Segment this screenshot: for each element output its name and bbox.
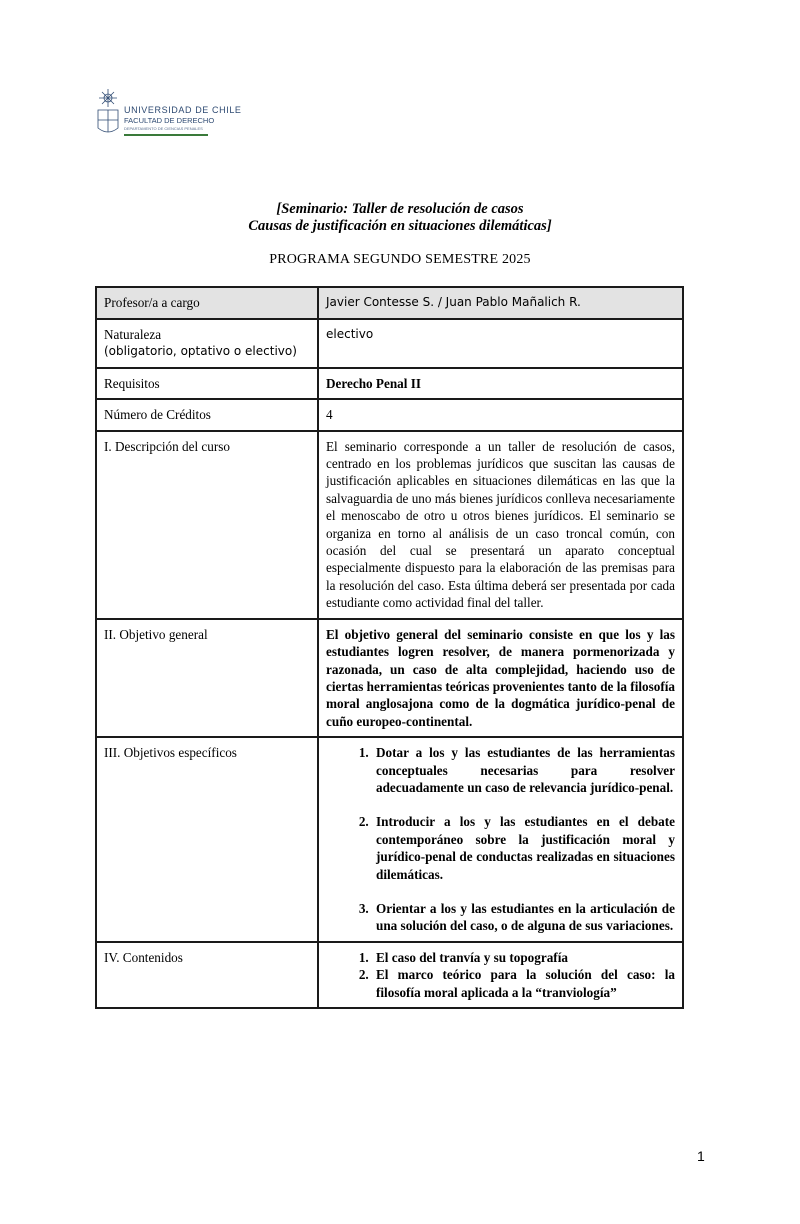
row-label: Profesor/a a cargo — [96, 287, 318, 319]
specific-objectives-list — [326, 744, 675, 935]
requirements-value: Derecho Penal II — [318, 368, 683, 399]
table-row-description — [96, 431, 683, 619]
row-label: Requisitos — [96, 368, 318, 399]
general-objective-value: El objetivo general del seminario consiste en que los y las estudiantes logren resolver, de manera pormenorizada y razonada, un caso de alta complejidad, haciendo uso de ciertas herramientas teóricas provenientes tanto de la filosofía moral anglosajona como de la dogmática jurídico-penal de cuño europeo-continental. — [318, 619, 683, 737]
table-row-professor — [96, 287, 683, 319]
description-value: El seminario corresponde a un taller de resolución de casos, centrado en los problemas jurídicos que suscitan las causas de justificación aplicables en situaciones dilemáticas en las que la salvaguardia de uno más bienes jurídicos conlleva necesariamente el menoscabo de otro u otros bienes jurídicos. El seminario se organiza en torno al análisis de un caso troncal común, con ocasión del cual se presentará un aparato conceptual especialmente dispuesto para la elaboración de las premisas para la resolución del caso. Esta última deberá ser presentada por cada estudiante como actividad final del taller. — [318, 431, 683, 619]
nature-label: Naturaleza — [104, 327, 162, 342]
table-row-credits — [96, 399, 683, 430]
seminar-title-line1: [Seminario: Taller de resolución de casos — [276, 201, 524, 217]
logo-faculty-name: FACULTAD DE DERECHO — [124, 116, 215, 125]
specific-objectives-value — [318, 737, 683, 942]
list-item: 2. El marco teórico para la solución del caso: la filosofía moral aplicada a la “tranviología” — [372, 966, 675, 1001]
program-title: PROGRAMA SEGUNDO SEMESTRE 2025 — [269, 252, 531, 267]
row-label: Número de Créditos — [96, 399, 318, 430]
table-row-specific-objectives — [96, 737, 683, 942]
list-item: 1. Dotar a los y las estudiantes de las herramientas conceptuales necesarias para resolver adecuadamente un caso de relevancia jurídico-penal. — [372, 744, 675, 796]
credits-value: 4 — [318, 399, 683, 430]
row-label: I. Descripción del curso — [96, 431, 318, 619]
nature-value: electivo — [318, 319, 683, 368]
list-item: 3. Orientar a los y las estudiantes en la articulación de una solución del caso, o de alguna de sus variaciones. — [372, 900, 675, 935]
table-row-requirements — [96, 368, 683, 399]
table-row-contents — [96, 942, 683, 1008]
contents-value — [318, 942, 683, 1008]
university-crest-icon — [96, 88, 124, 140]
university-logo — [96, 88, 242, 140]
table-row-general-objective — [96, 619, 683, 737]
seminar-title — [0, 201, 800, 235]
list-item: 2. Introducir a los y las estudiantes en el debate contemporáneo sobre la justificación moral y jurídico-penal de conductas realizadas en situaciones dilemáticas. — [372, 813, 675, 883]
seminar-title-line2: Causas de justificación en situaciones dilemáticas] — [248, 218, 552, 234]
row-label — [96, 319, 318, 368]
row-label: IV. Contenidos — [96, 942, 318, 1008]
row-label: III. Objetivos específicos — [96, 737, 318, 942]
nature-label-sub: (obligatorio, optativo o electivo) — [104, 344, 297, 359]
list-item: 1. El caso del tranvía y su topografía — [372, 949, 675, 966]
logo-department-name: DEPARTAMENTO DE CIENCIAS PENALES — [124, 125, 203, 131]
logo-text — [124, 106, 242, 131]
logo-accent-bar — [124, 134, 208, 136]
logo-university-name: UNIVERSIDAD DE CHILE — [124, 105, 242, 115]
table-row-nature — [96, 319, 683, 368]
professor-value: Javier Contesse S. / Juan Pablo Mañalich R. — [318, 287, 683, 319]
row-label: II. Objetivo general — [96, 619, 318, 737]
contents-list — [326, 949, 675, 1001]
page-number: 1 — [697, 1148, 705, 1164]
program-table — [95, 286, 684, 1009]
